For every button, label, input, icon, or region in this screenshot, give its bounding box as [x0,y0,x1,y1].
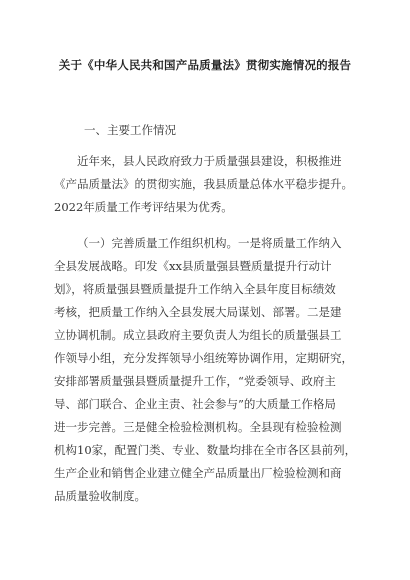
paragraph-line: 进一步完善。三是健全检验检测机构。全县现有检验检测 [54,420,342,434]
paragraph-line: （一）完善质量工作组织机构。一是将质量工作纳入 [77,236,342,250]
section-heading: 一、主要工作情况 [84,123,176,137]
paragraph-line: 考核，把质量工作纳入全县发展大局谋划、部署。二是建 [54,305,342,319]
paragraph-line: 划》，将质量强县暨质量提升工作纳入全县年度目标绩效 [54,282,336,296]
paragraph-line: 《产品质量法》的贯彻实施，我县质量总体水平稳步提升。 [54,177,353,191]
paragraph-line: 2022年质量工作考评结果为优秀。 [54,200,233,214]
paragraph-line: 机构10家，配置门类、专业、数量均排在全市各区县前列， [54,443,357,457]
paragraph-line: 立协调机制。成立县政府主要负责人为组长的质量强县工 [54,328,342,342]
paragraph-line: 作领导小组，充分发挥领导小组统筹协调作用，定期研究， [54,351,353,365]
paragraph-line: 近年来，县人民政府致力于质量强县建设，积极推进 [77,154,342,168]
paragraph-organization [54,232,364,508]
paragraph-line: 导、部门联合、企业主责、社会参与”的大质量工作格局 [54,397,336,411]
paragraph-line: 安排部署质量强县暨质量提升工作，“党委领导、政府主 [54,374,336,388]
paragraph-line: 生产企业和销售企业建立健全产品质量出厂检验检测和商 [54,466,342,480]
paragraph-intro [54,150,364,219]
document-title: 关于《中华人民共和国产品质量法》贯彻实施情况的报告 [58,58,352,72]
paragraph-line: 品质量验收制度。 [54,489,146,503]
paragraph-line: 全县发展战略。印发《xx县质量强县暨质量提升行动计 [54,259,332,273]
